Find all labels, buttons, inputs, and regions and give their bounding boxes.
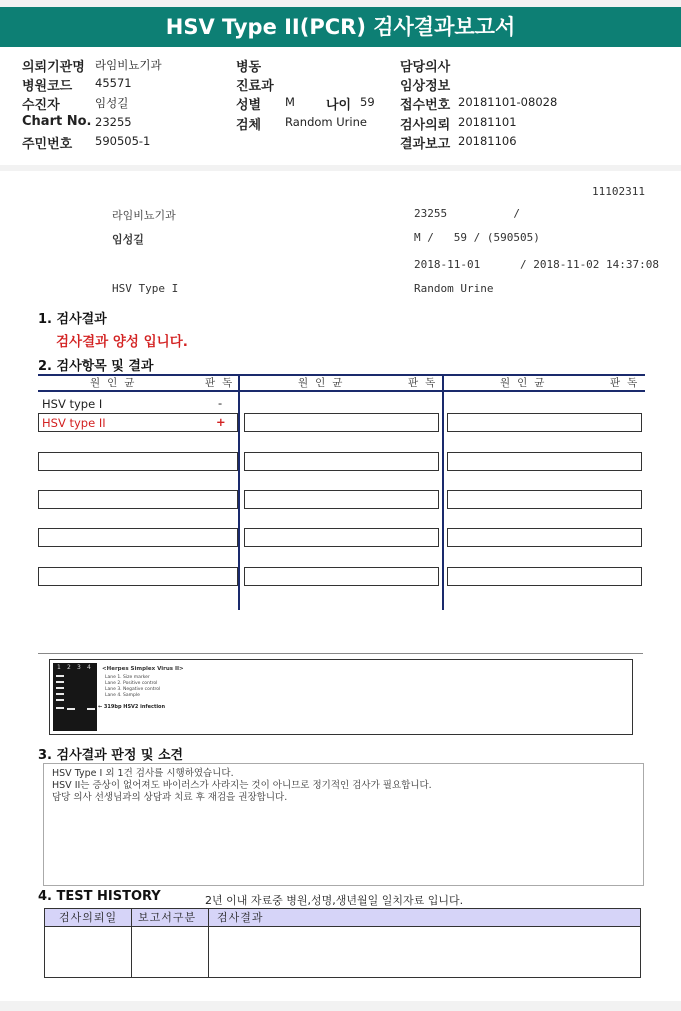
header-value-age: 59 xyxy=(360,95,375,109)
report-patient: 임성길 xyxy=(112,233,144,246)
gel-electrophoresis-image xyxy=(53,663,97,731)
history-divider xyxy=(131,909,132,977)
gel-band xyxy=(56,693,64,695)
lane-label: 3 xyxy=(77,664,81,671)
report-header xyxy=(0,47,681,165)
history-divider xyxy=(208,909,209,977)
header-label-code: 병원코드 xyxy=(22,79,73,94)
opinion-line: HSV II는 증상이 없어져도 바이러스가 사라지는 것이 아니므로 정기적인 검사가 필요합니다. xyxy=(52,780,432,791)
table-cell xyxy=(447,567,642,586)
col-header-judge: 판독 xyxy=(610,377,645,389)
row-name-hsv2: HSV type II xyxy=(42,416,106,430)
section-history-title: 4. TEST HISTORY xyxy=(38,889,161,904)
col-header-pathogen: 원인균 xyxy=(90,377,142,389)
history-col-request-date: 검사의뢰일 xyxy=(59,911,118,924)
gel-band xyxy=(56,675,64,677)
result-summary: 검사결과 양성 입니다. xyxy=(56,334,188,350)
col-header-judge: 판독 xyxy=(205,377,240,389)
gel-band xyxy=(56,687,64,689)
gel-image-panel xyxy=(49,659,633,735)
opinion-line: 담당 의사 선생님과의 상담과 치료 후 재검을 권장합니다. xyxy=(52,792,288,803)
header-label-clinical: 임상정보 xyxy=(400,79,451,94)
row-result-hsv2: + xyxy=(216,415,226,429)
header-label-rrn: 주민번호 xyxy=(22,137,73,152)
header-value-sex: M xyxy=(285,95,295,109)
table-cell xyxy=(447,452,642,471)
gel-legend-line: Lane 2. Positive control xyxy=(105,681,158,686)
table-cell xyxy=(447,490,642,509)
history-table-header xyxy=(45,909,640,927)
table-divider xyxy=(238,374,240,610)
report-chart-info: 23255 / xyxy=(414,207,520,220)
table-cell xyxy=(38,452,238,471)
gel-band xyxy=(87,708,95,710)
section-items-title: 2. 검사항목 및 결과 xyxy=(38,359,154,374)
history-col-report-type: 보고서구분 xyxy=(138,911,197,924)
gel-legend-line: Lane 1. Size marker xyxy=(105,675,150,680)
header-label-receipt: 접수번호 xyxy=(400,98,451,113)
lane-label: 4 xyxy=(87,664,91,671)
gel-band xyxy=(56,707,64,709)
report-sex-age: M / 59 / (590505) xyxy=(414,231,540,244)
report-dates: 2018-11-01 / 2018-11-02 14:37:08 xyxy=(414,258,660,271)
table-cell xyxy=(447,528,642,547)
header-label-specimen: 검체 xyxy=(236,118,262,133)
section-separator xyxy=(38,653,643,654)
header-label-request: 검사의뢰 xyxy=(400,118,451,133)
table-header-border xyxy=(38,390,645,392)
header-label-sex: 성별 xyxy=(236,98,262,113)
header-value-hospital: 라임비뇨기과 xyxy=(95,58,162,72)
header-value-rrn: 590505-1 xyxy=(95,134,151,148)
table-cell xyxy=(38,567,238,586)
section-opinion-title: 3. 검사결과 판정 및 소견 xyxy=(38,748,184,763)
gel-legend-line: Lane 4. Sample xyxy=(105,693,140,698)
header-label-age: 나이 xyxy=(326,98,352,113)
gel-band xyxy=(56,681,64,683)
header-label-dept: 진료과 xyxy=(236,79,274,94)
col-header-pathogen: 원인균 xyxy=(298,377,350,389)
table-divider xyxy=(442,374,444,610)
table-cell xyxy=(447,413,642,432)
header-value-reported: 20181106 xyxy=(458,134,517,148)
gel-legend-title: <Herpes Simplex Virus II> xyxy=(102,666,184,672)
header-value-patient: 임성길 xyxy=(95,96,129,110)
table-cell xyxy=(244,490,439,509)
header-value-request: 20181101 xyxy=(458,115,517,129)
table-cell xyxy=(38,528,238,547)
table-cell xyxy=(38,490,238,509)
table-cell xyxy=(244,452,439,471)
report-code: 11102311 xyxy=(592,185,645,198)
col-header-pathogen: 원인균 xyxy=(500,377,552,389)
header-value-chart: 23255 xyxy=(95,115,132,129)
header-value-specimen: Random Urine xyxy=(285,115,367,129)
section-result-title: 1. 검사결과 xyxy=(38,312,107,327)
header-value-receipt: 20181101-08028 xyxy=(458,95,558,109)
report-test-name: HSV Type I xyxy=(112,282,179,295)
report-hospital: 라임비뇨기과 xyxy=(112,209,176,222)
header-value-code: 45571 xyxy=(95,76,132,90)
report-title: HSV Type II(PCR) 검사결과보고서 xyxy=(0,7,681,47)
report-specimen: Random Urine xyxy=(414,282,494,295)
history-table xyxy=(44,908,641,978)
header-label-chart: Chart No. xyxy=(22,114,92,129)
history-col-result: 검사결과 xyxy=(217,911,264,924)
row-result-hsv1: - xyxy=(218,396,223,410)
lane-label: 2 xyxy=(67,664,71,671)
table-cell xyxy=(244,567,439,586)
report-page xyxy=(0,171,681,1001)
header-label-patient: 수진자 xyxy=(22,98,60,113)
header-label-ward: 병동 xyxy=(236,60,262,75)
header-label-hospital: 의뢰기관명 xyxy=(22,60,85,75)
table-cell xyxy=(244,528,439,547)
gel-legend-line: Lane 3. Negative control xyxy=(105,687,161,692)
header-label-reported: 결과보고 xyxy=(400,137,451,152)
table-cell xyxy=(244,413,439,432)
row-name-hsv1: HSV type I xyxy=(42,397,103,411)
opinion-line: HSV Type I 외 1건 검사를 시행하였습니다. xyxy=(52,768,234,779)
history-note: 2년 이내 자료중 병원,성명,생년월일 일치자료 입니다. xyxy=(205,894,464,907)
lane-label: 1 xyxy=(57,664,61,671)
opinion-box xyxy=(43,763,644,886)
col-header-judge: 판독 xyxy=(408,377,443,389)
gel-band xyxy=(67,708,75,710)
gel-band xyxy=(56,699,64,701)
header-label-doctor: 담당의사 xyxy=(400,60,451,75)
gel-arrow-label: ← 319bp HSV2 infection xyxy=(98,704,166,710)
